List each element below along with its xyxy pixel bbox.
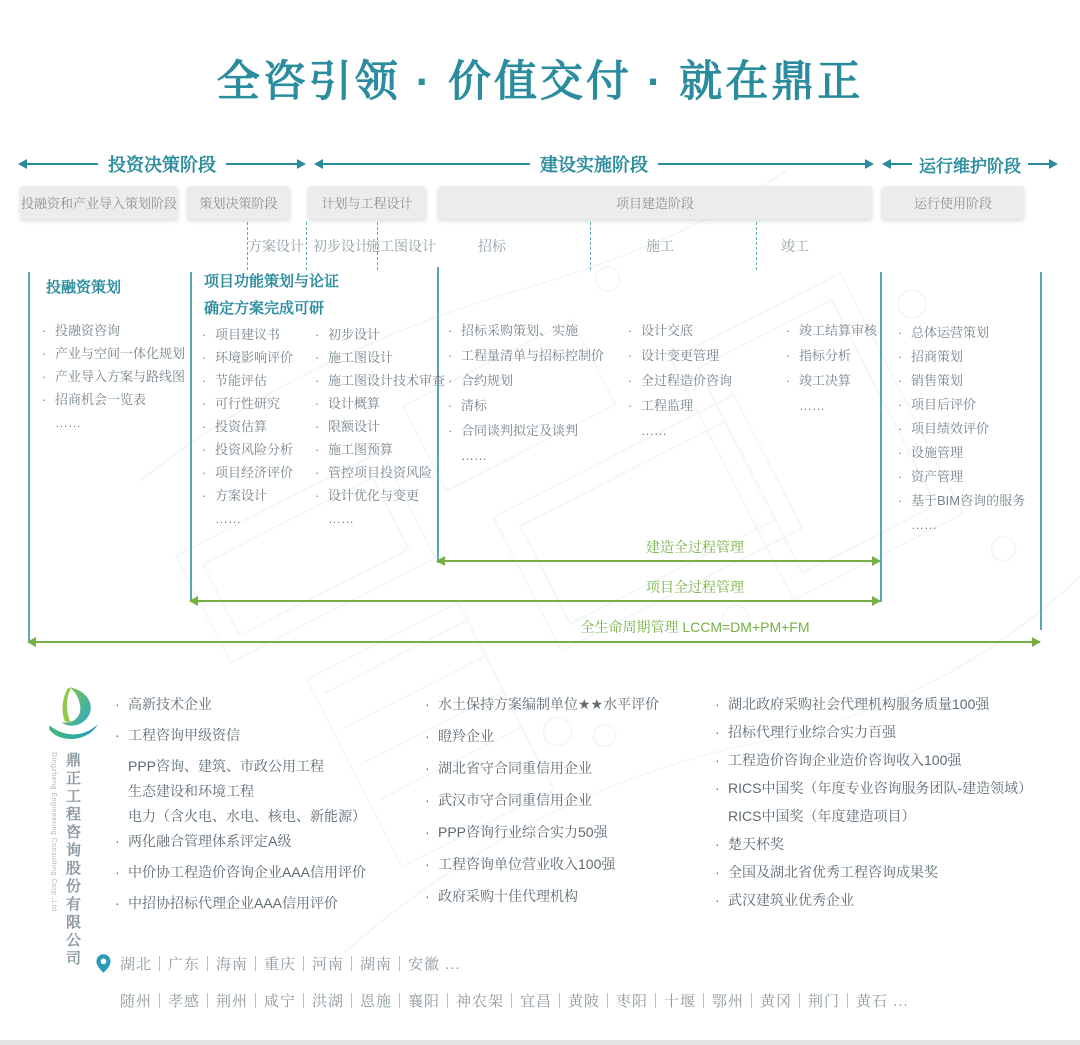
bullet-icon: ·: [715, 892, 720, 908]
list-item: · 指标分析: [786, 348, 852, 363]
list-item: · 总体运营策划: [898, 325, 990, 340]
list-item: · 瞪羚企业: [425, 728, 494, 744]
bullet-icon: ·: [628, 373, 633, 388]
phase-arrow-investment-decision: [18, 153, 306, 175]
service-list-feasibility-left: [202, 328, 293, 536]
list-item: · 清标: [448, 398, 488, 413]
column-divider-line: [190, 272, 192, 602]
bullet-icon: ·: [628, 398, 633, 413]
bullet-icon: ·: [315, 350, 320, 365]
list-item: · 合同谈判拟定及谈判: [448, 423, 579, 438]
list-item: 生态建设和环境工程: [115, 783, 366, 800]
bullet-icon: ·: [315, 488, 320, 503]
bullet-icon: ·: [315, 442, 320, 457]
qualification-list-1: [115, 696, 366, 926]
phase-label: 建设实施阶段: [540, 155, 648, 175]
bullet-icon: [715, 808, 728, 825]
bullet-icon: [115, 808, 128, 825]
list-item: · 政府采购十佳代理机构: [425, 888, 578, 904]
list-item: ……: [42, 416, 185, 430]
list-item: · 全国及湖北省优秀工程咨询成果奖: [715, 864, 938, 880]
bullet-icon: ·: [202, 419, 207, 434]
band-arrow-lifecycle-management: [28, 641, 1040, 643]
footer-provinces-text: 湖北｜广东｜海南｜重庆｜河南｜湖南｜安徽 ...: [120, 956, 461, 973]
substage-dashed-divider: [306, 222, 307, 270]
phase-arrow-construction: [314, 153, 874, 175]
bullet-icon: ·: [448, 373, 453, 388]
list-item: · 基于BIM咨询的服务: [898, 493, 1026, 508]
list-item: · 招商机会一览表: [42, 392, 147, 407]
arrow-left-icon: [314, 159, 323, 169]
service-list-feasibility-right: [315, 328, 445, 536]
bullet-icon: ·: [898, 349, 903, 364]
phase-arrow-operation: [882, 153, 1058, 175]
bullet-icon: ·: [315, 465, 320, 480]
bullet-icon: ·: [898, 325, 903, 340]
bullet-icon: ·: [425, 888, 430, 904]
list-item: · RICS中国奖（年度专业咨询服务团队-建造领域）: [715, 780, 1033, 796]
service-list-bidding: [448, 324, 604, 473]
list-item: · 施工图预算: [315, 442, 394, 457]
stage-box-financing-planning: 投融资和产业导入策划阶段: [20, 186, 178, 219]
substage-label-construction: 施工: [646, 238, 674, 254]
company-name-en: Dingzheng Engineering Consulting Corp.,Ltd: [50, 752, 57, 912]
list-item: 电力（含火电、水电、核电、新能源）: [115, 808, 366, 825]
bullet-icon: [786, 399, 799, 413]
list-item: · 工程监理: [628, 398, 694, 413]
phase-connector-line: [891, 163, 912, 165]
stage-box-operation-use: 运行使用阶段: [882, 186, 1024, 219]
list-item: · 施工图设计: [315, 350, 394, 365]
band-arrow-project-whole-process: [190, 600, 880, 602]
bullet-icon: ·: [202, 327, 207, 342]
list-item: ……: [786, 399, 877, 413]
list-item: · 武汉市守合同重信用企业: [425, 792, 592, 808]
list-item: · 两化融合管理体系评定A级: [115, 833, 292, 849]
bullet-icon: ·: [786, 373, 791, 388]
list-item: · 施工图设计技术审查: [315, 373, 446, 388]
service-list-construction: [628, 324, 732, 448]
list-item: · 项目绩效评价: [898, 421, 990, 436]
service-list-investment: [42, 324, 185, 440]
list-item: ……: [628, 424, 732, 438]
phase-label: 投资决策阶段: [108, 155, 216, 175]
bullet-icon: [628, 424, 641, 438]
bullet-icon: ·: [115, 727, 120, 743]
footer-cities: 随州｜孝感｜荆州｜咸宁｜洪湖｜恩施｜襄阳｜神农架｜宜昌｜黄陂｜枣阳｜十堰｜鄂州｜黄冈｜荆门｜黄石 ...: [120, 993, 909, 1010]
bullet-icon: ·: [786, 323, 791, 338]
bullet-icon: ·: [898, 469, 903, 484]
list-item: · 工程咨询甲级资信: [115, 727, 240, 743]
substage-dashed-divider: [756, 222, 757, 270]
list-item: · 合约规划: [448, 373, 514, 388]
list-item: · 竣工结算审核: [786, 323, 878, 338]
bullet-icon: ·: [315, 396, 320, 411]
service-list-completion: [786, 324, 877, 423]
bullet-icon: ·: [425, 792, 430, 808]
list-item: · 资产管理: [898, 469, 964, 484]
bullet-icon: ·: [202, 350, 207, 365]
list-item: · 水土保持方案编制单位★★水平评价: [425, 696, 660, 712]
bullet-icon: ·: [115, 895, 120, 911]
phase-connector-line: [1028, 163, 1049, 165]
bullet-icon: [448, 449, 461, 463]
list-item: · 设计交底: [628, 323, 694, 338]
list-item: ……: [448, 449, 604, 463]
bullet-icon: ·: [202, 488, 207, 503]
bullet-icon: ·: [898, 445, 903, 460]
column-header-investment-planning: 投融资策划: [46, 279, 122, 296]
company-name-vertical: [44, 752, 83, 972]
bullet-icon: ·: [898, 493, 903, 508]
stage-box-plan-design: 计划与工程设计: [308, 186, 426, 219]
band-label-project-whole-process: 项目全过程管理: [646, 579, 744, 595]
substage-dashed-divider: [377, 222, 378, 270]
list-item: · 节能评估: [202, 373, 268, 388]
bullet-icon: ·: [715, 752, 720, 768]
list-item: · 项目经济评价: [202, 465, 294, 480]
phase-connector-line: [27, 163, 98, 165]
list-item: · 招商策划: [898, 349, 964, 364]
list-item: · 限额设计: [315, 419, 381, 434]
list-item: · 产业导入方案与路线图: [42, 369, 186, 384]
list-item: · 投资估算: [202, 419, 268, 434]
list-item: · 设计概算: [315, 396, 381, 411]
bullet-icon: ·: [42, 323, 47, 338]
column-header-line1: 项目功能策划与论证: [204, 273, 340, 290]
list-item: · 工程量清单与招标控制价: [448, 348, 605, 363]
bullet-icon: ·: [202, 442, 207, 457]
list-item: · 销售策划: [898, 373, 964, 388]
list-item: · 设计优化与变更: [315, 488, 420, 503]
arrow-left-icon: [18, 159, 27, 169]
band-label-lifecycle-management: 全生命周期管理 LCCM=DM+PM+FM: [580, 619, 810, 635]
bullet-icon: ·: [315, 373, 320, 388]
bullet-icon: ·: [425, 696, 430, 712]
substage-label-scheme-design: 方案设计: [248, 238, 304, 254]
list-item: · 方案设计: [202, 488, 268, 503]
stage-box-project-construction: 项目建造阶段: [438, 186, 872, 219]
substage-label-completion: 竣工: [781, 238, 809, 254]
list-item: · 投融资咨询: [42, 323, 121, 338]
footer-provinces: [95, 953, 461, 974]
bullet-icon: [42, 416, 55, 430]
bullet-icon: ·: [898, 373, 903, 388]
list-item: PPP咨询、建筑、市政公用工程: [115, 758, 366, 775]
page-title: 全咨引领 · 价值交付 · 就在鼎正: [216, 58, 864, 106]
list-item: · PPP咨询行业综合实力50强: [425, 824, 608, 840]
bullet-icon: ·: [315, 419, 320, 434]
bullet-icon: ·: [425, 728, 430, 744]
list-item: · 湖北省守合同重信用企业: [425, 760, 592, 776]
list-item: · 中招协招标代理企业AAA信用评价: [115, 895, 339, 911]
bullet-icon: ·: [115, 833, 120, 849]
bullet-icon: ·: [898, 397, 903, 412]
arrow-right-icon: [865, 159, 874, 169]
bottom-strip: [0, 1040, 1080, 1045]
bullet-icon: ·: [115, 696, 120, 712]
bullet-icon: ·: [715, 696, 720, 712]
bullet-icon: [898, 518, 911, 532]
bullet-icon: ·: [115, 864, 120, 880]
bullet-icon: ·: [715, 864, 720, 880]
column-header-line2: 确定方案完成可研: [204, 300, 325, 317]
bullet-icon: ·: [202, 396, 207, 411]
bullet-icon: [115, 758, 128, 775]
company-logo: [42, 682, 104, 750]
substage-label-preliminary-design: 初步设计: [313, 238, 369, 254]
column-divider-line: [880, 272, 882, 602]
list-item: · 武汉建筑业优秀企业: [715, 892, 854, 908]
bullet-icon: ·: [715, 780, 720, 796]
phase-connector-line: [658, 163, 865, 165]
bullet-icon: ·: [315, 327, 320, 342]
list-item: · 管控项目投资风险: [315, 465, 433, 480]
bullet-icon: ·: [425, 824, 430, 840]
list-item: RICS中国奖（年度建造项目）: [715, 808, 1032, 825]
list-item: ……: [315, 512, 445, 526]
band-arrow-construction-whole-process: [437, 560, 880, 562]
bullet-icon: ·: [202, 465, 207, 480]
list-item: · 投资风险分析: [202, 442, 294, 457]
list-item: · 产业与空间一体化规划: [42, 346, 186, 361]
bullet-icon: ·: [42, 346, 47, 361]
service-list-operation: [898, 326, 1025, 542]
list-item: · 湖北政府采购社会代理机构服务质量100强: [715, 696, 990, 712]
arrow-right-icon: [297, 159, 306, 169]
substage-dashed-divider: [247, 222, 248, 270]
list-item: · 初步设计: [315, 327, 381, 342]
substage-dashed-divider: [590, 222, 591, 270]
list-item: · 招标代理行业综合实力百强: [715, 724, 896, 740]
phase-label: 运行维护阶段: [919, 156, 1021, 176]
column-header-feasibility: [204, 268, 339, 322]
list-item: · 可行性研究: [202, 396, 281, 411]
bullet-icon: ·: [898, 421, 903, 436]
list-item: · 中价协工程造价咨询企业AAA信用评价: [115, 864, 367, 880]
list-item: · 设计变更管理: [628, 348, 720, 363]
substage-label-working-drawing-design: 施工图设计: [366, 238, 436, 254]
list-item: · 全过程造价咨询: [628, 373, 733, 388]
column-divider-line: [28, 272, 30, 642]
qualification-list-2: [425, 696, 659, 920]
phase-connector-line: [226, 163, 297, 165]
bullet-icon: ·: [202, 373, 207, 388]
list-item: · 高新技术企业: [115, 696, 212, 712]
bullet-icon: ·: [448, 398, 453, 413]
bullet-icon: ·: [448, 348, 453, 363]
list-item: · 竣工决算: [786, 373, 852, 388]
substage-label-bidding: 招标: [478, 238, 506, 254]
stage-box-planning-decision: 策划决策阶段: [187, 186, 290, 219]
bullet-icon: ·: [425, 856, 430, 872]
bullet-icon: ·: [448, 423, 453, 438]
arrow-right-icon: [1049, 159, 1058, 169]
bullet-icon: ·: [448, 323, 453, 338]
bullet-icon: [115, 783, 128, 800]
list-item: · 设施管理: [898, 445, 964, 460]
bullet-icon: ·: [715, 836, 720, 852]
bullet-icon: ·: [42, 392, 47, 407]
list-item: ……: [898, 518, 1025, 532]
list-item: · 招标采购策划、实施: [448, 323, 579, 338]
bullet-icon: ·: [628, 323, 633, 338]
bullet-icon: ·: [425, 760, 430, 776]
location-pin-icon: [95, 953, 112, 974]
column-divider-line: [1040, 272, 1042, 630]
list-item: · 项目建议书: [202, 327, 281, 342]
arrow-left-icon: [882, 159, 891, 169]
bullet-icon: ·: [628, 348, 633, 363]
list-item: · 楚天杯奖: [715, 836, 784, 852]
list-item: · 工程造价咨询企业造价咨询收入100强: [715, 752, 962, 768]
phase-connector-line: [323, 163, 530, 165]
qualification-list-3: [715, 696, 1032, 920]
list-item: · 项目后评价: [898, 397, 977, 412]
company-name-cn: 鼎正工程咨询股份有限公司: [64, 752, 81, 968]
bullet-icon: ·: [715, 724, 720, 740]
list-item: ……: [202, 512, 293, 526]
list-item: · 工程咨询单位营业收入100强: [425, 856, 616, 872]
band-label-construction-whole-process: 建造全过程管理: [646, 539, 744, 555]
bullet-icon: [202, 512, 215, 526]
list-item: · 环境影响评价: [202, 350, 294, 365]
bullet-icon: [315, 512, 328, 526]
bullet-icon: ·: [786, 348, 791, 363]
bullet-icon: ·: [42, 369, 47, 384]
